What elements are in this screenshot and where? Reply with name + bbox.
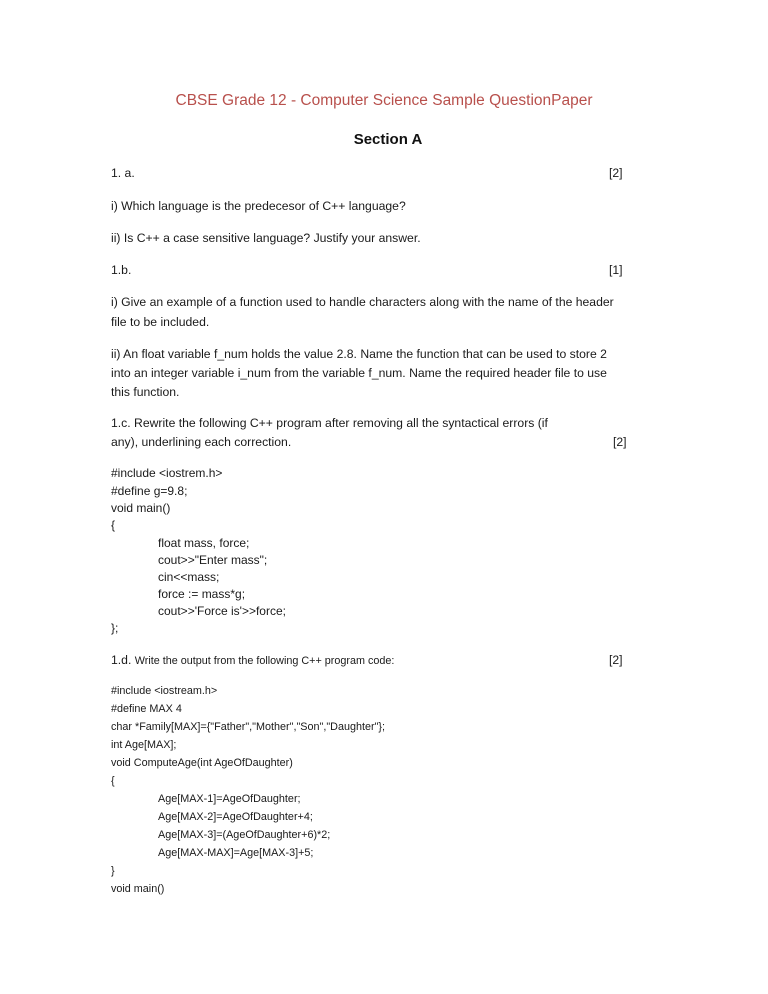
question-1b-label: 1.b.: [111, 263, 132, 277]
question-1a-part-i: i) Which language is the predecesor of C++ language?: [111, 199, 406, 213]
question-1b-part-ii-line1: ii) An float variable f_num holds the value 2.8. Name the function that can be used to store 2: [111, 347, 607, 361]
code-line: {: [111, 518, 116, 532]
code-line: #include <iostream.h>: [111, 685, 218, 697]
question-1a-label: 1. a.: [111, 166, 135, 180]
question-1b-part-ii-line2: into an integer variable i_num from the variable f_num. Name the required header file to use: [111, 366, 607, 380]
question-1c-line1: 1.c. Rewrite the following C++ program after removing all the syntactical errors (if: [111, 416, 548, 430]
code-line: cout>>"Enter mass";: [158, 553, 268, 567]
code-line: #include <iostrem.h>: [111, 466, 223, 480]
question-1d-label: 1.d.: [111, 653, 132, 667]
code-line: Age[MAX-1]=AgeOfDaughter;: [158, 793, 301, 805]
code-line: #define MAX 4: [111, 703, 182, 715]
code-line: {: [111, 775, 115, 787]
code-line: Age[MAX-MAX]=Age[MAX-3]+5;: [158, 847, 314, 859]
code-line: char *Family[MAX]={"Father","Mother","Son","Daughter"};: [111, 721, 386, 733]
document-title: CBSE Grade 12 - Computer Science Sample QuestionPaper: [175, 92, 593, 109]
question-1d-text: Write the output from the following C++ program code:: [134, 655, 395, 667]
question-1c-line2: any), underlining each correction.: [111, 435, 292, 449]
question-1d-marks: [2]: [609, 653, 623, 667]
code-line: void ComputeAge(int AgeOfDaughter): [111, 757, 293, 769]
question-1b-part-i-line2: file to be included.: [111, 315, 210, 329]
code-line: void main(): [111, 501, 171, 515]
question-1a-marks: [2]: [609, 166, 623, 180]
code-line: void main(): [111, 883, 165, 895]
code-line: #define g=9.8;: [111, 484, 188, 498]
code-line: Age[MAX-3]=(AgeOfDaughter+6)*2;: [158, 829, 331, 841]
question-1a-part-ii: ii) Is C++ a case sensitive language? Justify your answer.: [111, 231, 421, 245]
code-line: int Age[MAX];: [111, 739, 177, 751]
question-1b-part-i-line1: i) Give an example of a function used to handle characters along with the name of the header: [111, 295, 614, 309]
question-1b-marks: [1]: [609, 263, 623, 277]
question-1d: [111, 653, 394, 667]
code-line: force := mass*g;: [158, 587, 246, 601]
question-1c-marks: [2]: [613, 435, 627, 449]
code-line: cout>>'Force is'>>force;: [158, 604, 286, 618]
code-line: float mass, force;: [158, 536, 250, 550]
code-line: }: [111, 865, 115, 877]
code-line: cin<<mass;: [158, 570, 220, 584]
section-heading: Section A: [353, 131, 423, 148]
question-1b-part-ii-line3: this function.: [111, 385, 180, 399]
code-line: Age[MAX-2]=AgeOfDaughter+4;: [158, 811, 313, 823]
code-line: };: [111, 621, 119, 635]
